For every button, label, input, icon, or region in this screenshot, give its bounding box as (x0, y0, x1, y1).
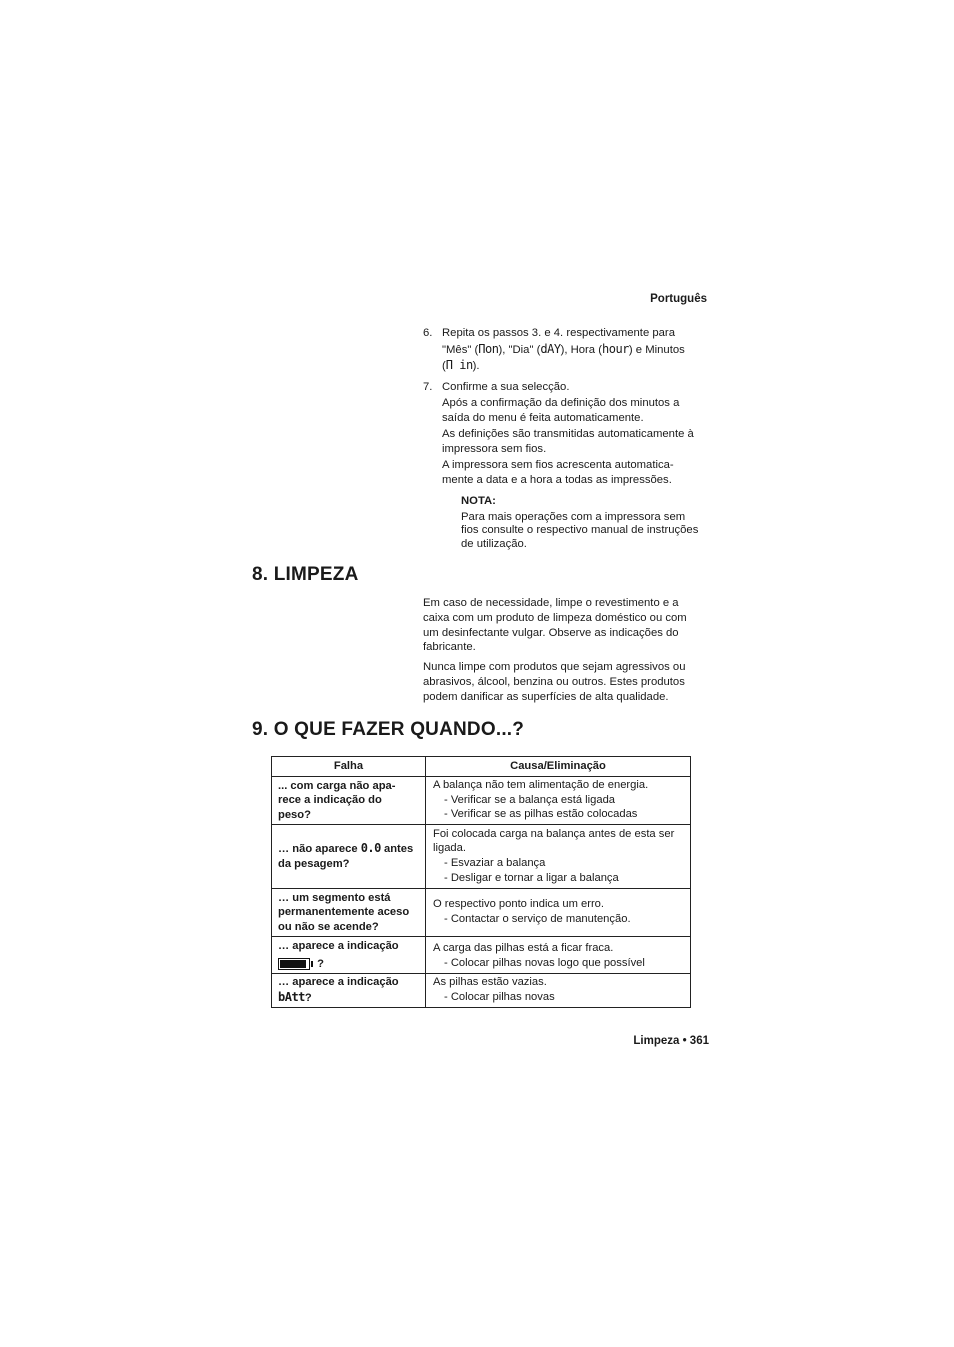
remedy-item: - Contactar o serviço de manutenção. (444, 913, 631, 925)
note-label: NOTA: (461, 495, 496, 507)
step-line: Repita os passos 3. e 4. respectivamente para (442, 327, 675, 339)
remedy-item: - Desligar e tornar a ligar a balança (444, 871, 619, 884)
para-line: Nunca limpe com produtos que sejam agressivos ou (423, 661, 686, 673)
note-line: de utilização. (461, 537, 527, 550)
step-number: 7. (423, 381, 433, 393)
para-line: um desinfectante vulgar. Observe as indicações do (423, 626, 679, 639)
step-line: A impressora sem fios acrescenta automatica- (442, 458, 674, 471)
step-text: ). (472, 360, 480, 372)
cleaning-paragraph-1 (423, 596, 713, 655)
step-line (442, 342, 713, 359)
cause-cell (426, 889, 691, 937)
fault-line: da pesagem? (278, 858, 350, 870)
minute-segment-display: Π in (445, 358, 473, 372)
fault-text: antes (380, 843, 414, 856)
fault-cell (272, 889, 426, 937)
cause-text: Foi colocada carga na balança antes de esta ser (433, 827, 675, 840)
step-text: ) e Minutos (628, 343, 685, 356)
para-line: abrasivos, álcool, benzina ou outros. Estes produtos (423, 675, 685, 688)
table-row (272, 825, 691, 889)
fault-line: peso? (278, 808, 311, 821)
language-header: Português (650, 293, 707, 305)
step-7 (423, 380, 713, 489)
zero-segment-display: 0.0 (360, 841, 381, 856)
para-line: fabricante. (423, 641, 476, 654)
cleaning-paragraph-2 (423, 660, 713, 704)
step-number: 6. (423, 327, 433, 339)
step-6 (423, 326, 713, 375)
cause-cell (426, 825, 691, 889)
page-footer: Limpeza • 361 (633, 1035, 709, 1047)
troubleshooting-table (271, 756, 691, 1008)
fault-line (278, 954, 423, 972)
fault-line (278, 841, 423, 857)
para-line: caixa com um produto de limpeza doméstico ou com (423, 611, 687, 624)
table-row (272, 889, 691, 937)
table-row (272, 777, 691, 825)
batt-segment-display: bAtt (278, 990, 305, 1004)
remedy-item: - Verificar se a balança está ligada (444, 793, 616, 806)
table-header-row (272, 757, 691, 777)
cause-cell (426, 937, 691, 974)
month-segment-display: Π (478, 341, 485, 356)
battery-low-icon (278, 958, 310, 970)
fault-line: … um segmento está (278, 891, 391, 904)
fault-line: … aparece a indicação (278, 939, 399, 952)
fault-text: ? (304, 992, 312, 1004)
fault-line (278, 990, 423, 1006)
step-text: ), Hora ( (560, 343, 602, 356)
table-row (272, 974, 691, 1008)
fault-text: … não aparece (278, 843, 361, 856)
cause-text: A carga das pilhas está a ficar fraca. (433, 941, 614, 954)
table-row (272, 937, 691, 974)
step-line: mente a data e a hora a todas as impressões. (442, 474, 672, 486)
step-text: "Mês" ( (442, 343, 479, 356)
step-line: impressora sem fios. (442, 443, 547, 455)
hour-segment-display: hour (602, 341, 629, 356)
step-line: Após a confirmação da definição dos minutos a (442, 396, 680, 409)
cause-cell (426, 974, 691, 1008)
cause-cell (426, 777, 691, 825)
fault-cell (272, 825, 426, 889)
fault-line: permanentemente aceso (278, 906, 410, 919)
fault-cell (272, 777, 426, 825)
fault-line: ... com carga não apa- (278, 779, 396, 792)
day-segment-display: dAY (540, 341, 561, 356)
fault-text: ? (317, 957, 324, 970)
step-line (442, 358, 713, 375)
para-line: Em caso de necessidade, limpe o revestimento e a (423, 597, 679, 609)
cause-text: ligada. (433, 842, 466, 855)
step-line: As definições são transmitidas automaticamente à (442, 427, 694, 440)
step-text: ( (442, 360, 446, 372)
fault-cell (272, 974, 426, 1008)
fault-line: … aparece a indicação (278, 976, 399, 989)
remedy-item: - Esvaziar a balança (444, 857, 546, 869)
step-line: Confirme a sua selecção. (442, 381, 570, 393)
fault-cell (272, 937, 426, 974)
remedy-item: - Colocar pilhas novas logo que possível (444, 956, 645, 969)
fault-line: rece a indicação do (278, 794, 382, 807)
remedy-item: - Verificar se as pilhas estão colocadas (444, 808, 638, 821)
column-header-fault: Falha (272, 757, 426, 777)
step-line: saída do menu é feita automaticamente. (442, 412, 644, 424)
section-heading-troubleshooting: 9. O QUE FAZER QUANDO...? (252, 719, 525, 740)
remedy-item: - Colocar pilhas novas (444, 991, 555, 1003)
column-header-cause: Causa/Eliminação (426, 757, 691, 777)
section-heading-limpeza: 8. LIMPEZA (252, 564, 359, 585)
step-text: ), "Dia" ( (498, 343, 541, 356)
note-box (461, 495, 711, 551)
month-segment-display-2: on (485, 341, 499, 356)
cause-text: O respectivo ponto indica um erro. (433, 898, 605, 911)
cause-text: A balança não tem alimentação de energia. (433, 779, 649, 792)
para-line: podem danificar as superfícies de alta qualidade. (423, 690, 669, 703)
note-line: Para mais operações com a impressora sem (461, 510, 686, 523)
note-line: fios consulte o respectivo manual de instruções (461, 524, 699, 536)
cause-text: As pilhas estão vazias. (433, 976, 547, 989)
fault-line: ou não se acende? (278, 920, 379, 933)
